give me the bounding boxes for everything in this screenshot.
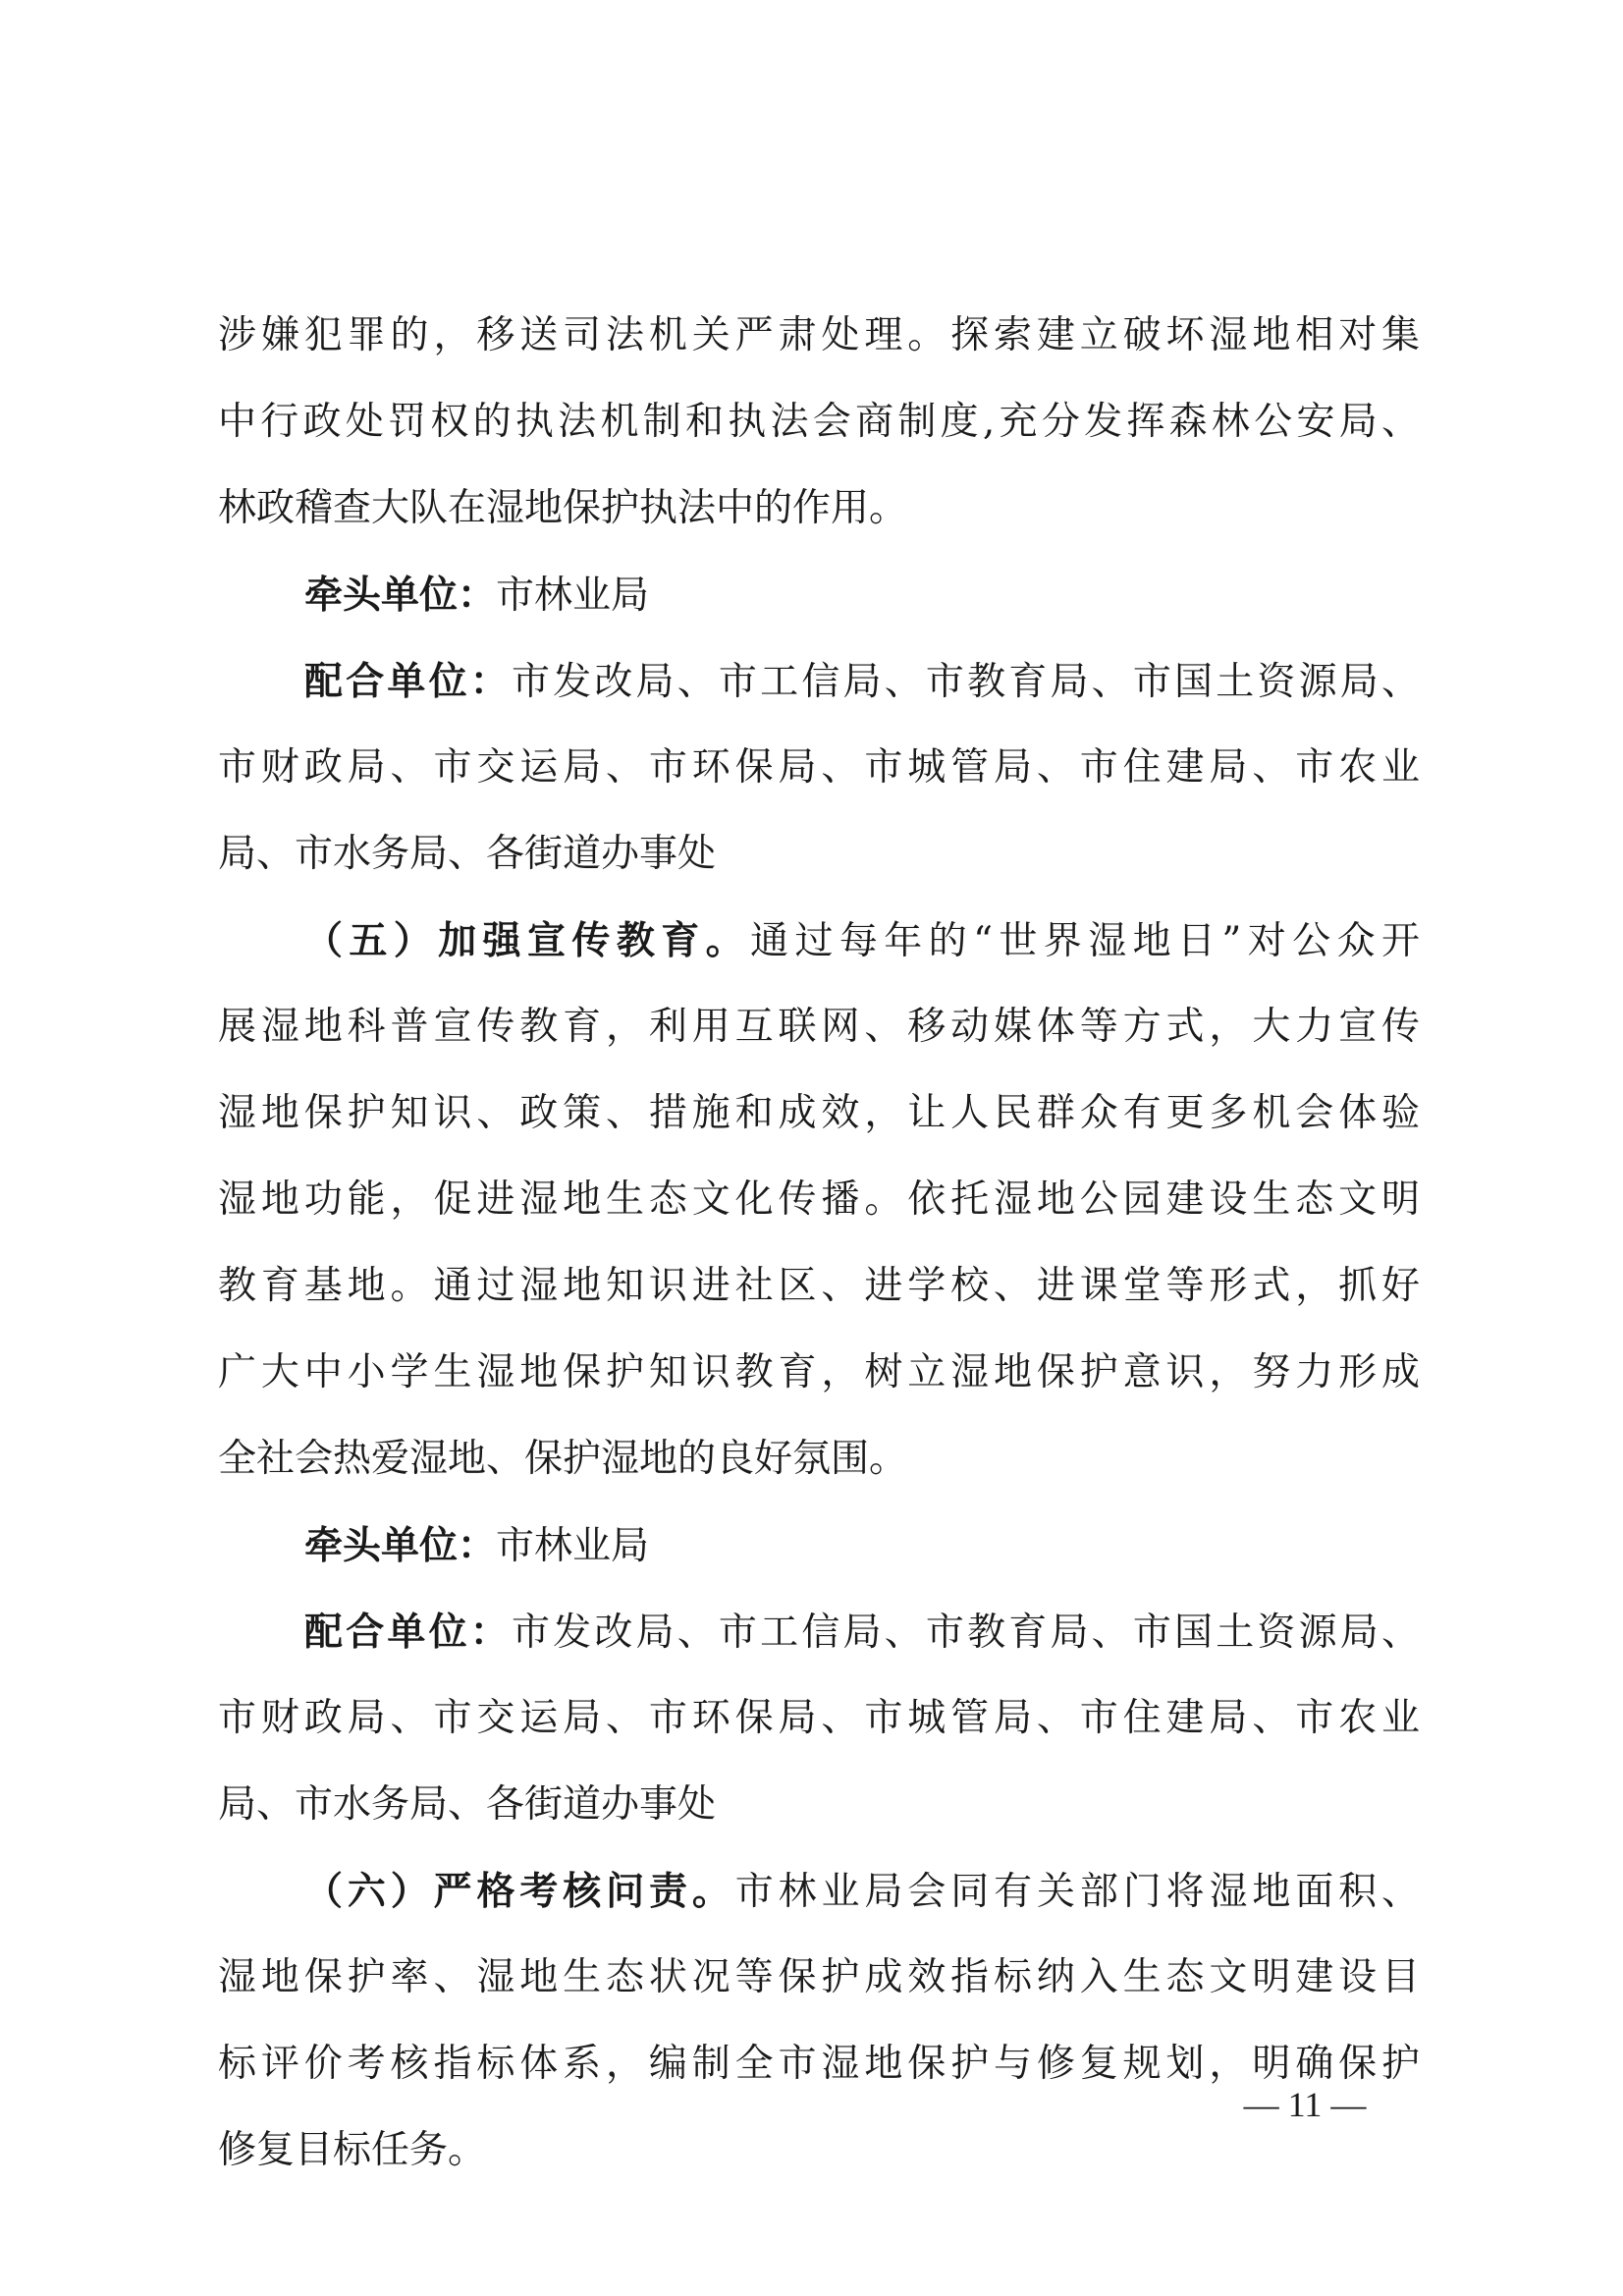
text-run: 广大中小学生湿地保护知识教育，树立湿地保护意识，努力形成: [218, 1350, 1420, 1394]
page-number: — 11 —: [1243, 2085, 1367, 2124]
text-run: 全社会热爱湿地、保护湿地的良好氛围。: [218, 1437, 908, 1481]
text-line: [218, 379, 1420, 465]
text-run: 市发改局、市工信局、市教育局、市国土资源局、: [511, 1611, 1420, 1655]
text-run: 市林业局: [496, 1524, 650, 1568]
document-body: [218, 293, 1420, 2194]
text-line: [218, 1935, 1420, 2021]
text-heading-run: 牵头单位：: [304, 1523, 497, 1568]
text-line: [218, 1503, 1420, 1589]
text-run: 市林业局会同有关部门将湿地面积、: [734, 1870, 1420, 1914]
text-line: [218, 293, 1420, 379]
text-line: [218, 552, 1420, 638]
text-line: [218, 1243, 1420, 1330]
text-run: 局、市水务局、各街道办事处: [218, 1782, 717, 1827]
text-line: [218, 1070, 1420, 1157]
text-line: [218, 1157, 1420, 1243]
text-line: [218, 1675, 1420, 1762]
text-run: 湿地保护率、湿地生态状况等保护成效指标纳入生态文明建设目: [218, 1955, 1420, 1999]
text-line: [218, 898, 1420, 984]
text-line: [218, 1330, 1420, 1416]
text-line: [218, 1848, 1420, 1935]
text-run: 市财政局、市交运局、市环保局、市城管局、市住建局、市农业: [218, 745, 1420, 790]
text-run: 涉嫌犯罪的，移送司法机关严肃处理。探索建立破坏湿地相对集: [218, 313, 1420, 357]
text-run: 林政稽查大队在湿地保护执法中的作用。: [218, 486, 908, 530]
text-run: 修复目标任务。: [218, 2128, 487, 2172]
text-run: 中行政处罚权的执法机制和执法会商制度,充分发挥森林公安局、: [218, 400, 1420, 444]
text-heading-run: 牵头单位：: [304, 573, 497, 618]
text-run: 湿地保护知识、政策、措施和成效，让人民群众有更多机会体验: [218, 1091, 1420, 1135]
text-line: [218, 1589, 1420, 1675]
text-heading-run: （五）加强宣传教育。: [304, 918, 751, 963]
text-heading-run: 配合单位：: [304, 1610, 512, 1655]
text-heading-run: 配合单位：: [304, 659, 512, 704]
text-line: [218, 725, 1420, 811]
text-run: 教育基地。通过湿地知识进社区、进学校、进课堂等形式，抓好: [218, 1264, 1420, 1308]
text-line: [218, 638, 1420, 725]
text-line: [218, 465, 1420, 552]
text-line: [218, 984, 1420, 1070]
text-run: 标评价考核指标体系，编制全市湿地保护与修复规划，明确保护: [218, 2042, 1420, 2086]
text-run: 市财政局、市交运局、市环保局、市城管局、市住建局、市农业: [218, 1696, 1420, 1740]
text-run: 市发改局、市工信局、市教育局、市国土资源局、: [511, 660, 1420, 704]
text-line: [218, 811, 1420, 898]
text-run: 局、市水务局、各街道办事处: [218, 832, 717, 876]
text-run: 湿地功能，促进湿地生态文化传播。依托湿地公园建设生态文明: [218, 1177, 1420, 1222]
text-run: 市林业局: [496, 574, 650, 618]
text-line: [218, 1762, 1420, 1848]
text-run: 通过每年的“世界湿地日”对公众开: [750, 919, 1420, 963]
text-run: 展湿地科普宣传教育，利用互联网、移动媒体等方式，大力宣传: [218, 1005, 1420, 1049]
text-line: [218, 1416, 1420, 1503]
text-heading-run: （六）严格考核问责。: [304, 1869, 735, 1914]
